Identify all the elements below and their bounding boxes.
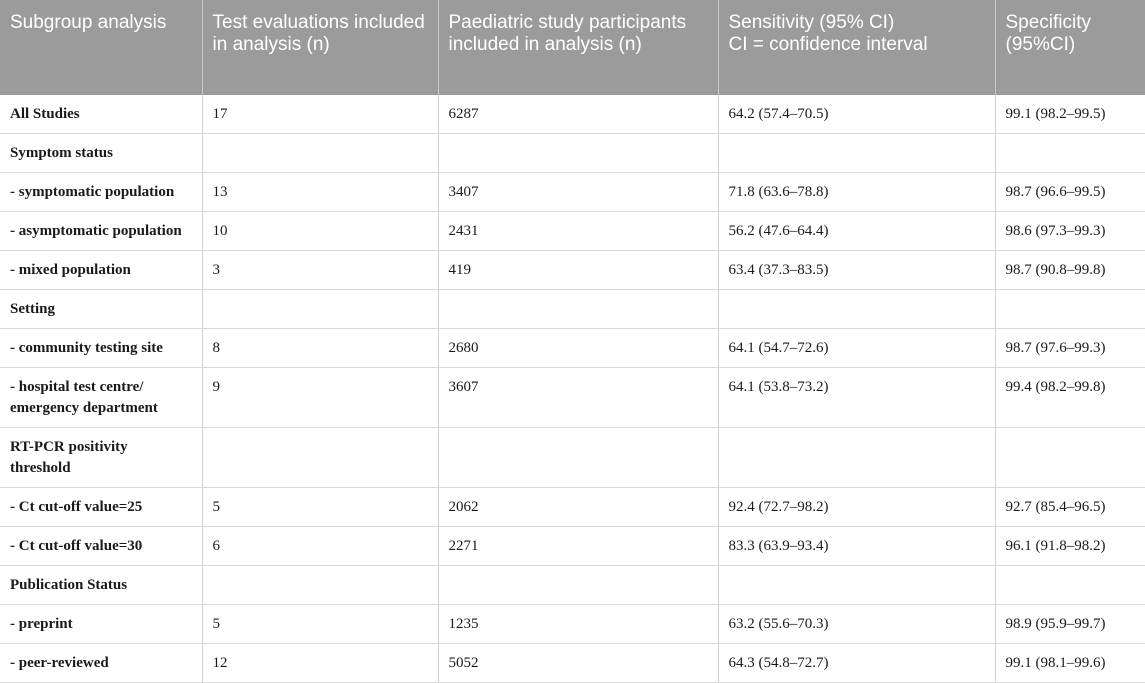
cell-participants: 2271 bbox=[438, 527, 718, 566]
table-row bbox=[0, 173, 1145, 212]
cell-specificity bbox=[995, 566, 1145, 605]
cell-sensitivity bbox=[718, 290, 995, 329]
cell-tests: 5 bbox=[202, 488, 438, 527]
cell-participants: 2680 bbox=[438, 329, 718, 368]
cell-sensitivity bbox=[718, 428, 995, 488]
cell-specificity: 98.6 (97.3–99.3) bbox=[995, 212, 1145, 251]
cell-sensitivity bbox=[718, 134, 995, 173]
cell-sensitivity: 63.2 (55.6–70.3) bbox=[718, 605, 995, 644]
cell-tests: 6 bbox=[202, 527, 438, 566]
cell-tests bbox=[202, 566, 438, 605]
cell-specificity bbox=[995, 290, 1145, 329]
cell-participants bbox=[438, 134, 718, 173]
cell-participants: 2062 bbox=[438, 488, 718, 527]
table-row bbox=[0, 527, 1145, 566]
row-label: - preprint bbox=[0, 605, 202, 644]
table-row bbox=[0, 605, 1145, 644]
row-label: RT-PCR positivity threshold bbox=[0, 428, 202, 488]
cell-participants bbox=[438, 428, 718, 488]
header-specificity: Specificity (95%CI) bbox=[995, 0, 1145, 95]
table-header bbox=[0, 0, 1145, 95]
cell-tests: 5 bbox=[202, 605, 438, 644]
header-sensitivity: Sensitivity (95% CI) CI = confidence interval bbox=[718, 0, 995, 95]
cell-sensitivity: 64.1 (54.7–72.6) bbox=[718, 329, 995, 368]
cell-sensitivity bbox=[718, 566, 995, 605]
cell-participants bbox=[438, 566, 718, 605]
row-label: All Studies bbox=[0, 95, 202, 134]
table-row bbox=[0, 134, 1145, 173]
cell-sensitivity: 92.4 (72.7–98.2) bbox=[718, 488, 995, 527]
row-label: Symptom status bbox=[0, 134, 202, 173]
cell-specificity: 99.1 (98.1–99.6) bbox=[995, 644, 1145, 683]
table-row bbox=[0, 428, 1145, 488]
cell-sensitivity: 56.2 (47.6–64.4) bbox=[718, 212, 995, 251]
table-row bbox=[0, 212, 1145, 251]
row-label: - asymptomatic population bbox=[0, 212, 202, 251]
cell-tests bbox=[202, 290, 438, 329]
row-label: - Ct cut-off value=25 bbox=[0, 488, 202, 527]
cell-sensitivity: 71.8 (63.6–78.8) bbox=[718, 173, 995, 212]
header-participants: Paediatric study participants included in analysis (n) bbox=[438, 0, 718, 95]
cell-tests bbox=[202, 428, 438, 488]
cell-participants bbox=[438, 290, 718, 329]
cell-tests: 3 bbox=[202, 251, 438, 290]
table-row bbox=[0, 329, 1145, 368]
cell-specificity bbox=[995, 134, 1145, 173]
cell-tests: 13 bbox=[202, 173, 438, 212]
row-label: - mixed population bbox=[0, 251, 202, 290]
table-row bbox=[0, 95, 1145, 134]
cell-participants: 1235 bbox=[438, 605, 718, 644]
row-label: - symptomatic population bbox=[0, 173, 202, 212]
cell-participants: 419 bbox=[438, 251, 718, 290]
cell-specificity: 99.4 (98.2–99.8) bbox=[995, 368, 1145, 428]
cell-tests: 8 bbox=[202, 329, 438, 368]
cell-sensitivity: 63.4 (37.3–83.5) bbox=[718, 251, 995, 290]
row-label: - community testing site bbox=[0, 329, 202, 368]
table-row bbox=[0, 290, 1145, 329]
header-row bbox=[0, 0, 1145, 95]
cell-participants: 3407 bbox=[438, 173, 718, 212]
cell-participants: 5052 bbox=[438, 644, 718, 683]
table-row bbox=[0, 368, 1145, 428]
header-test-evaluations: Test evaluations included in analysis (n) bbox=[202, 0, 438, 95]
table-row bbox=[0, 488, 1145, 527]
cell-tests: 9 bbox=[202, 368, 438, 428]
table-row bbox=[0, 251, 1145, 290]
cell-specificity: 98.9 (95.9–99.7) bbox=[995, 605, 1145, 644]
cell-tests bbox=[202, 134, 438, 173]
header-subgroup: Subgroup analysis bbox=[0, 0, 202, 95]
cell-specificity: 96.1 (91.8–98.2) bbox=[995, 527, 1145, 566]
cell-participants: 3607 bbox=[438, 368, 718, 428]
cell-sensitivity: 64.2 (57.4–70.5) bbox=[718, 95, 995, 134]
row-label: Publication Status bbox=[0, 566, 202, 605]
table-body bbox=[0, 95, 1145, 683]
cell-tests: 12 bbox=[202, 644, 438, 683]
cell-tests: 10 bbox=[202, 212, 438, 251]
cell-specificity bbox=[995, 428, 1145, 488]
cell-sensitivity: 83.3 (63.9–93.4) bbox=[718, 527, 995, 566]
cell-participants: 2431 bbox=[438, 212, 718, 251]
row-label: Setting bbox=[0, 290, 202, 329]
cell-specificity: 99.1 (98.2–99.5) bbox=[995, 95, 1145, 134]
cell-participants: 6287 bbox=[438, 95, 718, 134]
cell-specificity: 98.7 (90.8–99.8) bbox=[995, 251, 1145, 290]
cell-tests: 17 bbox=[202, 95, 438, 134]
table-row bbox=[0, 566, 1145, 605]
table-row bbox=[0, 644, 1145, 683]
cell-specificity: 98.7 (96.6–99.5) bbox=[995, 173, 1145, 212]
row-label: - hospital test centre/ emergency department bbox=[0, 368, 202, 428]
cell-specificity: 98.7 (97.6–99.3) bbox=[995, 329, 1145, 368]
cell-specificity: 92.7 (85.4–96.5) bbox=[995, 488, 1145, 527]
cell-sensitivity: 64.1 (53.8–73.2) bbox=[718, 368, 995, 428]
cell-sensitivity: 64.3 (54.8–72.7) bbox=[718, 644, 995, 683]
row-label: - Ct cut-off value=30 bbox=[0, 527, 202, 566]
row-label: - peer-reviewed bbox=[0, 644, 202, 683]
